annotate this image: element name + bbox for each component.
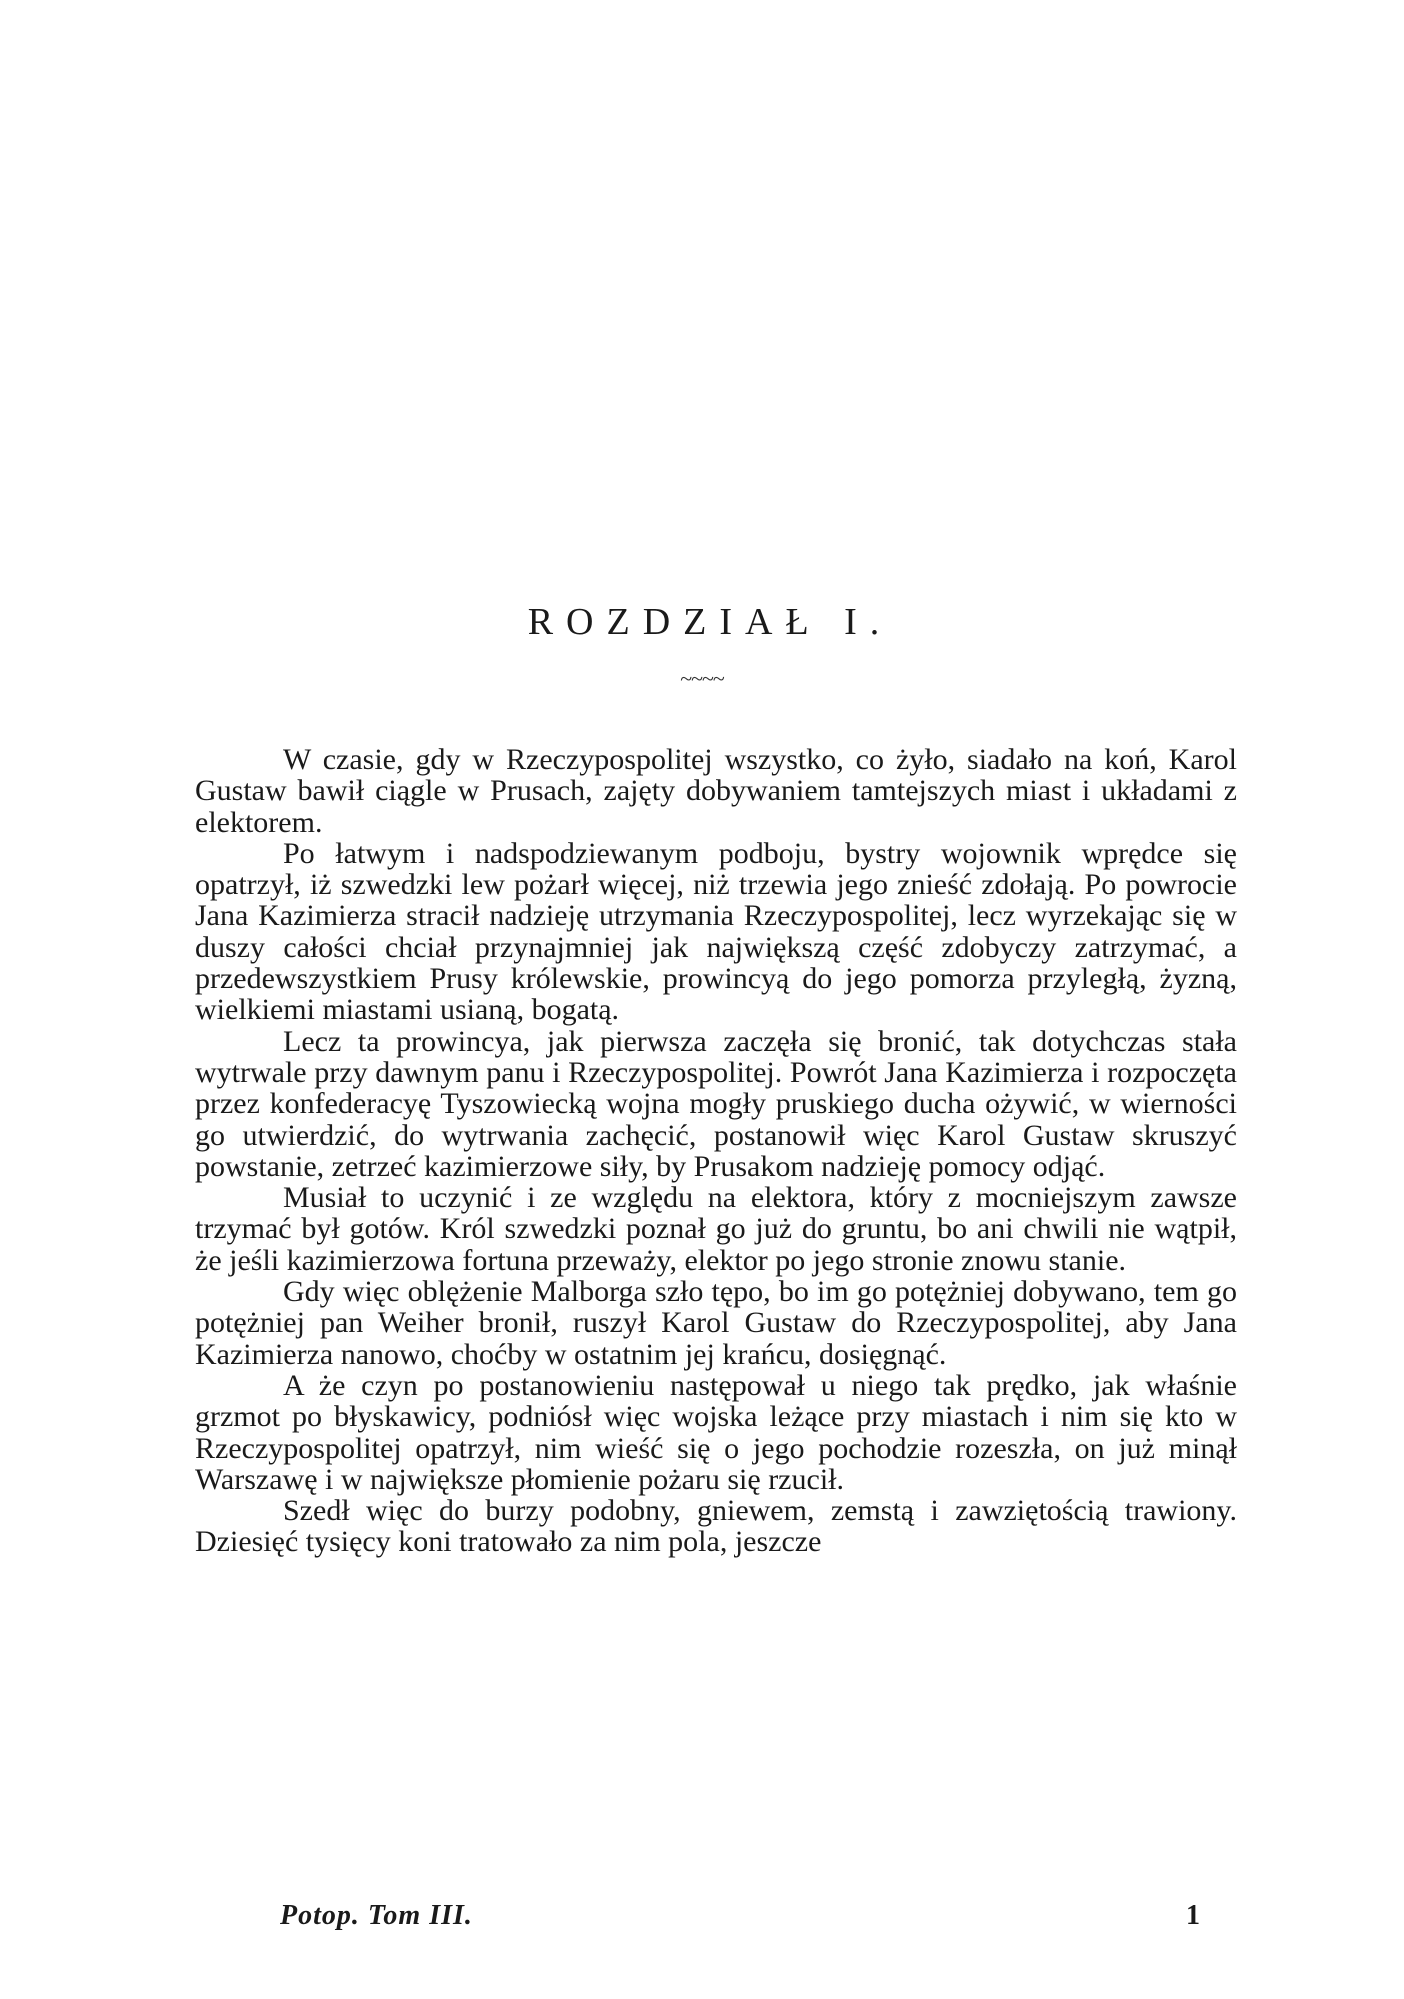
footer-book-title: Potop. Tom III.	[280, 1900, 473, 1931]
paragraph: Gdy więc oblężenie Malborga szło tępo, bo im go potężniej dobywano, tem go potężniej pan Weiher bronił, ruszył Karol Gustaw do Rzeczypospolitej, aby Jana Kazimierza nanowo, choćby w ostatnim jej krańcu, dosięgnąć.	[195, 1275, 1237, 1371]
paragraph: A że czyn po postanowieniu następował u niego tak prędko, jak właśnie grzmot po błyskawicy, podniósł więc wojska leżące przy miastach i nim się kto w Rzeczypospolitej opatrzył, nim wieść się o jego pochodzie rozeszła, on już minął Warszawę i w największe płomienie pożaru się rzucił.	[195, 1368, 1237, 1496]
paragraph: Lecz ta prowincya, jak pierwsza zaczęła się bronić, tak dotychczas stała wytrwale przy dawnym panu i Rzeczypospolitej. Powrót Jana Kazimierza i rozpoczęta przez konfederacyę Tyszowiecką wojna mogły pruskiego ducha ożywić, w wierności go utwierdzić, do wytrwania zachęcić, postanowił więc Karol Gustaw skruszyć powstanie, zetrzeć kazimierzowe siły, by Prusakom nadzieję pomocy odjąć.	[195, 1024, 1237, 1183]
body-text	[195, 744, 1237, 1558]
paragraph: Po łatwym i nadspodziewanym podboju, bystry wojownik wprędce się opatrzył, iż szwedzki lew pożarł więcej, niż trzewia jego znieść zdołają. Po powrocie Jana Kazimierza stracił nadzieję utrzymania Rzeczypospolitej, lecz wyrzekając się w duszy całości chciał przynajmniej jak największą część zdobyczy zatrzymać, a przedewszystkiem Prusy królewskie, prowincyą do jego pomorza przyległą, żyzną, wielkiemi miastami usianą, bogatą.	[195, 836, 1237, 1027]
page-number: 1	[1186, 1900, 1200, 1931]
paragraph: Szedł więc do burzy podobny, gniewem, zemstą i zawziętością trawiony. Dziesięć tysięcy koni tratowało za nim pola, jeszcze	[195, 1494, 1237, 1559]
chapter-ornament: ~~~~	[680, 666, 724, 691]
paragraph: Musiał to uczynić i ze względu na elektora, który z mocniejszym zawsze trzymać był gotów. Król szwedzki poznał go już do gruntu, bo ani chwili nie wątpił, że jeśli kazimierzowa fortuna przeważy, elektor po jego stronie znowu stanie.	[195, 1181, 1237, 1277]
page-footer	[280, 1900, 1200, 1934]
paragraph: W czasie, gdy w Rzeczypospolitej wszystko, co żyło, siadało na koń, Karol Gustaw bawił ciągle w Prusach, zajęty dobywaniem tamtejszych miast i układami z elektorem.	[195, 743, 1237, 839]
chapter-title: ROZDZIAŁ I.	[527, 601, 893, 643]
